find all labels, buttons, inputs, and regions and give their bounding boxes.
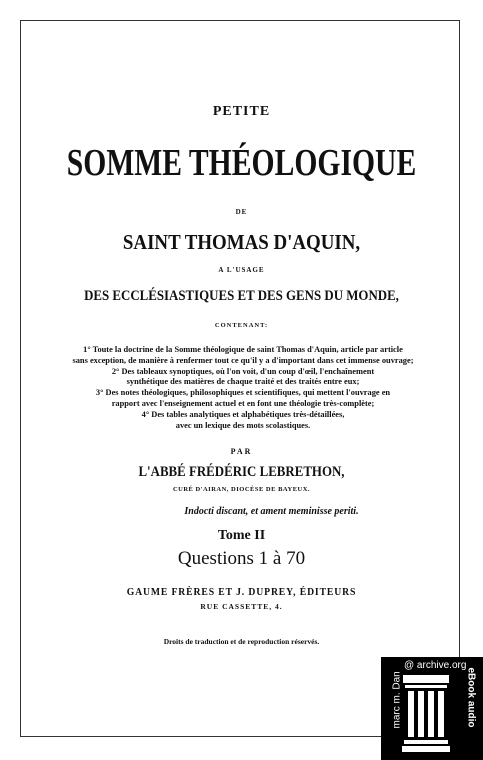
questions-range: Questions 1 à 70 (177, 548, 306, 569)
contents-line: 4° Des tables analytiques et alphabétiques très-détaillées, (141, 409, 345, 419)
contents-line: 3° Des notes théologiques, philosophiques et scientifiques, qui mettent l'ouvrage en (95, 388, 391, 398)
badge-archive-text: @ archive.org (404, 660, 467, 671)
badge-kind: eBook audio (465, 667, 477, 728)
contents-line: rapport avec l'enseignement actuel et en font une théologie très-complète; (111, 398, 375, 408)
tome-label: Tome II (217, 528, 266, 543)
contenant-label: CONTENANT: (214, 322, 269, 329)
badge-credit: marc m. Dan (391, 671, 403, 729)
archive-badge[interactable] (381, 657, 483, 760)
archive-building-icon (401, 673, 451, 755)
contents-line: avec un lexique des mots scolastiques. (175, 420, 311, 430)
author-name: SAINT THOMAS D'AQUIN, (122, 230, 361, 254)
contents-line: 2° Des tableaux synoptiques, où l'on voit, d'un coup d'œil, l'enchaînement (111, 366, 375, 376)
editor-name: L'ABBÉ FRÉDÉRIC LEBRETHON, (138, 464, 345, 480)
title-petite: PETITE (212, 104, 271, 119)
rights-notice: Droits de traduction et de reproduction réservés. (163, 637, 320, 646)
audience-line: DES ECCLÉSIASTIQUES ET DES GENS DU MONDE, (84, 288, 399, 304)
contents-line: synthétique des matières de chaque traité et des traités entre eux; (126, 377, 360, 387)
editor-role: CURÉ D'AIRAN, DIOCÈSE DE BAYEUX. (172, 486, 311, 493)
contents-line: 1° Toute la doctrine de la Somme théologique de saint Thomas d'Aquin, article par article (83, 345, 403, 354)
usage-label: A L'USAGE (218, 266, 265, 274)
contents-line: sans exception, de manière à renfermer tout ce qu'il y a d'important dans cet immense ouvrage; (72, 355, 414, 365)
contents-description (68, 345, 418, 431)
title-de: DE (235, 208, 248, 216)
motto: Indocti discant, et ament meminisse periti. (184, 506, 359, 517)
publisher-address: RUE CASSETTE, 4. (200, 602, 283, 611)
publishers: GAUME FRÈRES ET J. DUPREY, ÉDITEURS (126, 586, 357, 598)
main-title: SOMME THÉOLOGIQUE (66, 142, 417, 184)
par-label: PAR (230, 447, 253, 456)
